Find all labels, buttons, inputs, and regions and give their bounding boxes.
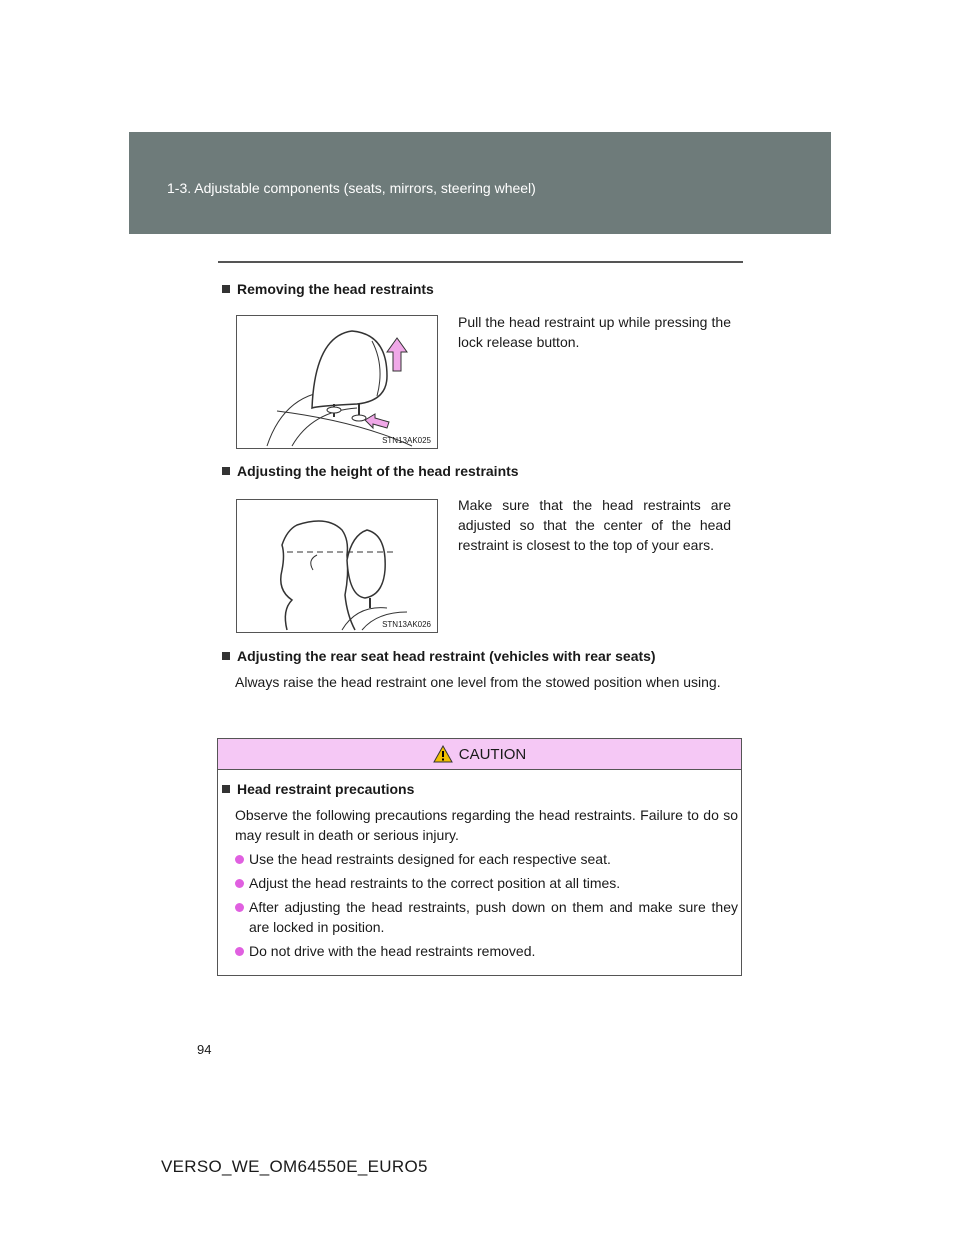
headrest-removal-illustration	[237, 316, 437, 448]
description-adjusting-height: Make sure that the head restraints are adjusted so that the center of the head restraint is closest to the top of your ears.	[458, 497, 731, 553]
page-number: 94	[197, 1042, 212, 1057]
heading-text: Adjusting the rear seat head restraint (vehicles with rear seats)	[237, 648, 656, 664]
square-bullet-icon	[222, 285, 230, 293]
bullet-text: Adjust the head restraints to the correct position at all times.	[249, 875, 621, 891]
bullet-dot-icon	[235, 879, 244, 888]
description-removing: Pull the head restraint up while pressing the lock release button.	[458, 314, 731, 350]
bullet-dot-icon	[235, 947, 244, 956]
figure-removing-headrest	[236, 315, 438, 449]
footer-code: VERSO_WE_OM64550E_EURO5	[161, 1157, 428, 1176]
square-bullet-icon	[222, 467, 230, 475]
caution-title: CAUTION	[458, 745, 527, 763]
heading-text: Adjusting the height of the head restraints	[237, 463, 519, 479]
caution-header	[218, 739, 741, 770]
body-rear-seat: Always raise the head restraint one level from the stowed position when using.	[235, 674, 721, 690]
press-arrow-icon	[365, 414, 389, 428]
figure-code: STN13AK026	[382, 620, 431, 629]
top-divider	[218, 261, 743, 263]
section-title: 1-3. Adjustable components (seats, mirrors, steering wheel)	[167, 180, 536, 196]
section-header	[129, 132, 831, 234]
headrest-height-illustration	[237, 500, 437, 632]
bullet-text: Do not drive with the head restraints removed.	[249, 943, 536, 959]
figure-adjusting-headrest	[236, 499, 438, 633]
caution-box	[217, 738, 742, 976]
caution-intro: Observe the following precautions regarding the head restraints. Failure to do so may result in death or serious injury.	[235, 807, 738, 843]
heading-text: Removing the head restraints	[237, 281, 434, 297]
square-bullet-icon	[222, 652, 230, 660]
heading-removing	[222, 281, 434, 297]
up-arrow-icon	[387, 338, 407, 371]
warning-icon	[433, 745, 453, 763]
bullet-text: Use the head restraints designed for each respective seat.	[249, 851, 611, 867]
heading-rear-seat	[222, 648, 656, 664]
heading-adjusting-height	[222, 463, 519, 479]
heading-text: Head restraint precautions	[237, 781, 415, 797]
figure-code: STN13AK025	[382, 436, 431, 445]
caution-bullet	[235, 941, 738, 961]
caution-bullet	[235, 873, 738, 893]
bullet-dot-icon	[235, 855, 244, 864]
caution-bullet	[235, 849, 738, 869]
caution-bullet	[235, 897, 738, 937]
bullet-text: After adjusting the head restraints, push down on them and make sure they are locked in position.	[249, 899, 738, 935]
caution-heading	[222, 781, 414, 797]
bullet-dot-icon	[235, 903, 244, 912]
square-bullet-icon	[222, 785, 230, 793]
